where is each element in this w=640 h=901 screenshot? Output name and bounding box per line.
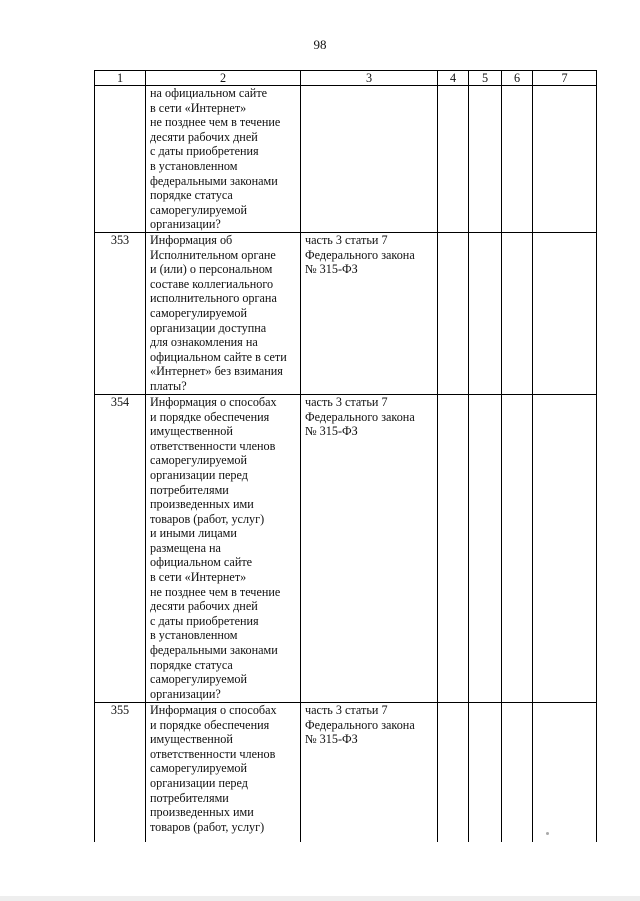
question-text-cell: Информация о способах и порядке обеспечения имущественной ответственности членов саморегулируемой организации перед потребителями произведенных ими товаров (работ, услуг) (146, 702, 301, 842)
scan-speck (546, 832, 549, 835)
law-reference-cell: часть 3 статьи 7 Федерального закона № 315-ФЗ (301, 394, 438, 702)
row-number-cell (95, 86, 146, 233)
column-6-cell (502, 232, 533, 394)
column-5-cell (469, 232, 502, 394)
header-cell-7: 7 (533, 71, 597, 86)
header-cell-3: 3 (301, 71, 438, 86)
scan-bottom-edge (0, 896, 640, 901)
table-row (95, 394, 597, 702)
table-row (95, 86, 597, 233)
row-number-cell: 354 (95, 394, 146, 702)
column-4-cell (438, 702, 469, 842)
row-number-cell: 353 (95, 232, 146, 394)
column-7-cell (533, 232, 597, 394)
column-7-cell (533, 86, 597, 233)
requirements-table (94, 70, 597, 842)
column-5-cell (469, 702, 502, 842)
law-reference-cell: часть 3 статьи 7 Федерального закона № 315-ФЗ (301, 232, 438, 394)
column-4-cell (438, 232, 469, 394)
column-7-cell (533, 394, 597, 702)
table-header-row (95, 71, 597, 86)
law-reference-cell (301, 86, 438, 233)
table-row (95, 232, 597, 394)
page-number: 98 (313, 37, 327, 52)
header-cell-6: 6 (502, 71, 533, 86)
header-cell-1: 1 (95, 71, 146, 86)
column-5-cell (469, 86, 502, 233)
question-text-cell: Информация о способах и порядке обеспечения имущественной ответственности членов саморегулируемой организации перед потребителями произведенных ими товаров (работ, услуг) и иными лицами размещена на официальном сайте в сети «Интернет» не позднее чем в течение десяти рабочих дней с даты приобретения в установленном федеральными законами порядке статуса саморегулируемой организации? (146, 394, 301, 702)
column-5-cell (469, 394, 502, 702)
header-cell-5: 5 (469, 71, 502, 86)
column-6-cell (502, 702, 533, 842)
law-reference-cell: часть 3 статьи 7 Федерального закона № 315-ФЗ (301, 702, 438, 842)
column-6-cell (502, 86, 533, 233)
question-text-cell: Информация об Исполнительном органе и (или) о персональном составе коллегиального исполнительного органа саморегулируемой организации доступна для ознакомления на официальном сайте в сети «Интернет» без взимания платы? (146, 232, 301, 394)
header-cell-4: 4 (438, 71, 469, 86)
row-number-cell: 355 (95, 702, 146, 842)
table-row (95, 702, 597, 842)
column-4-cell (438, 394, 469, 702)
column-7-cell (533, 702, 597, 842)
column-4-cell (438, 86, 469, 233)
column-6-cell (502, 394, 533, 702)
question-text-cell: на официальном сайте в сети «Интернет» не позднее чем в течение десяти рабочих дней с даты приобретения в установленном федеральными законами порядке статуса саморегулируемой организации? (146, 86, 301, 233)
header-cell-2: 2 (146, 71, 301, 86)
